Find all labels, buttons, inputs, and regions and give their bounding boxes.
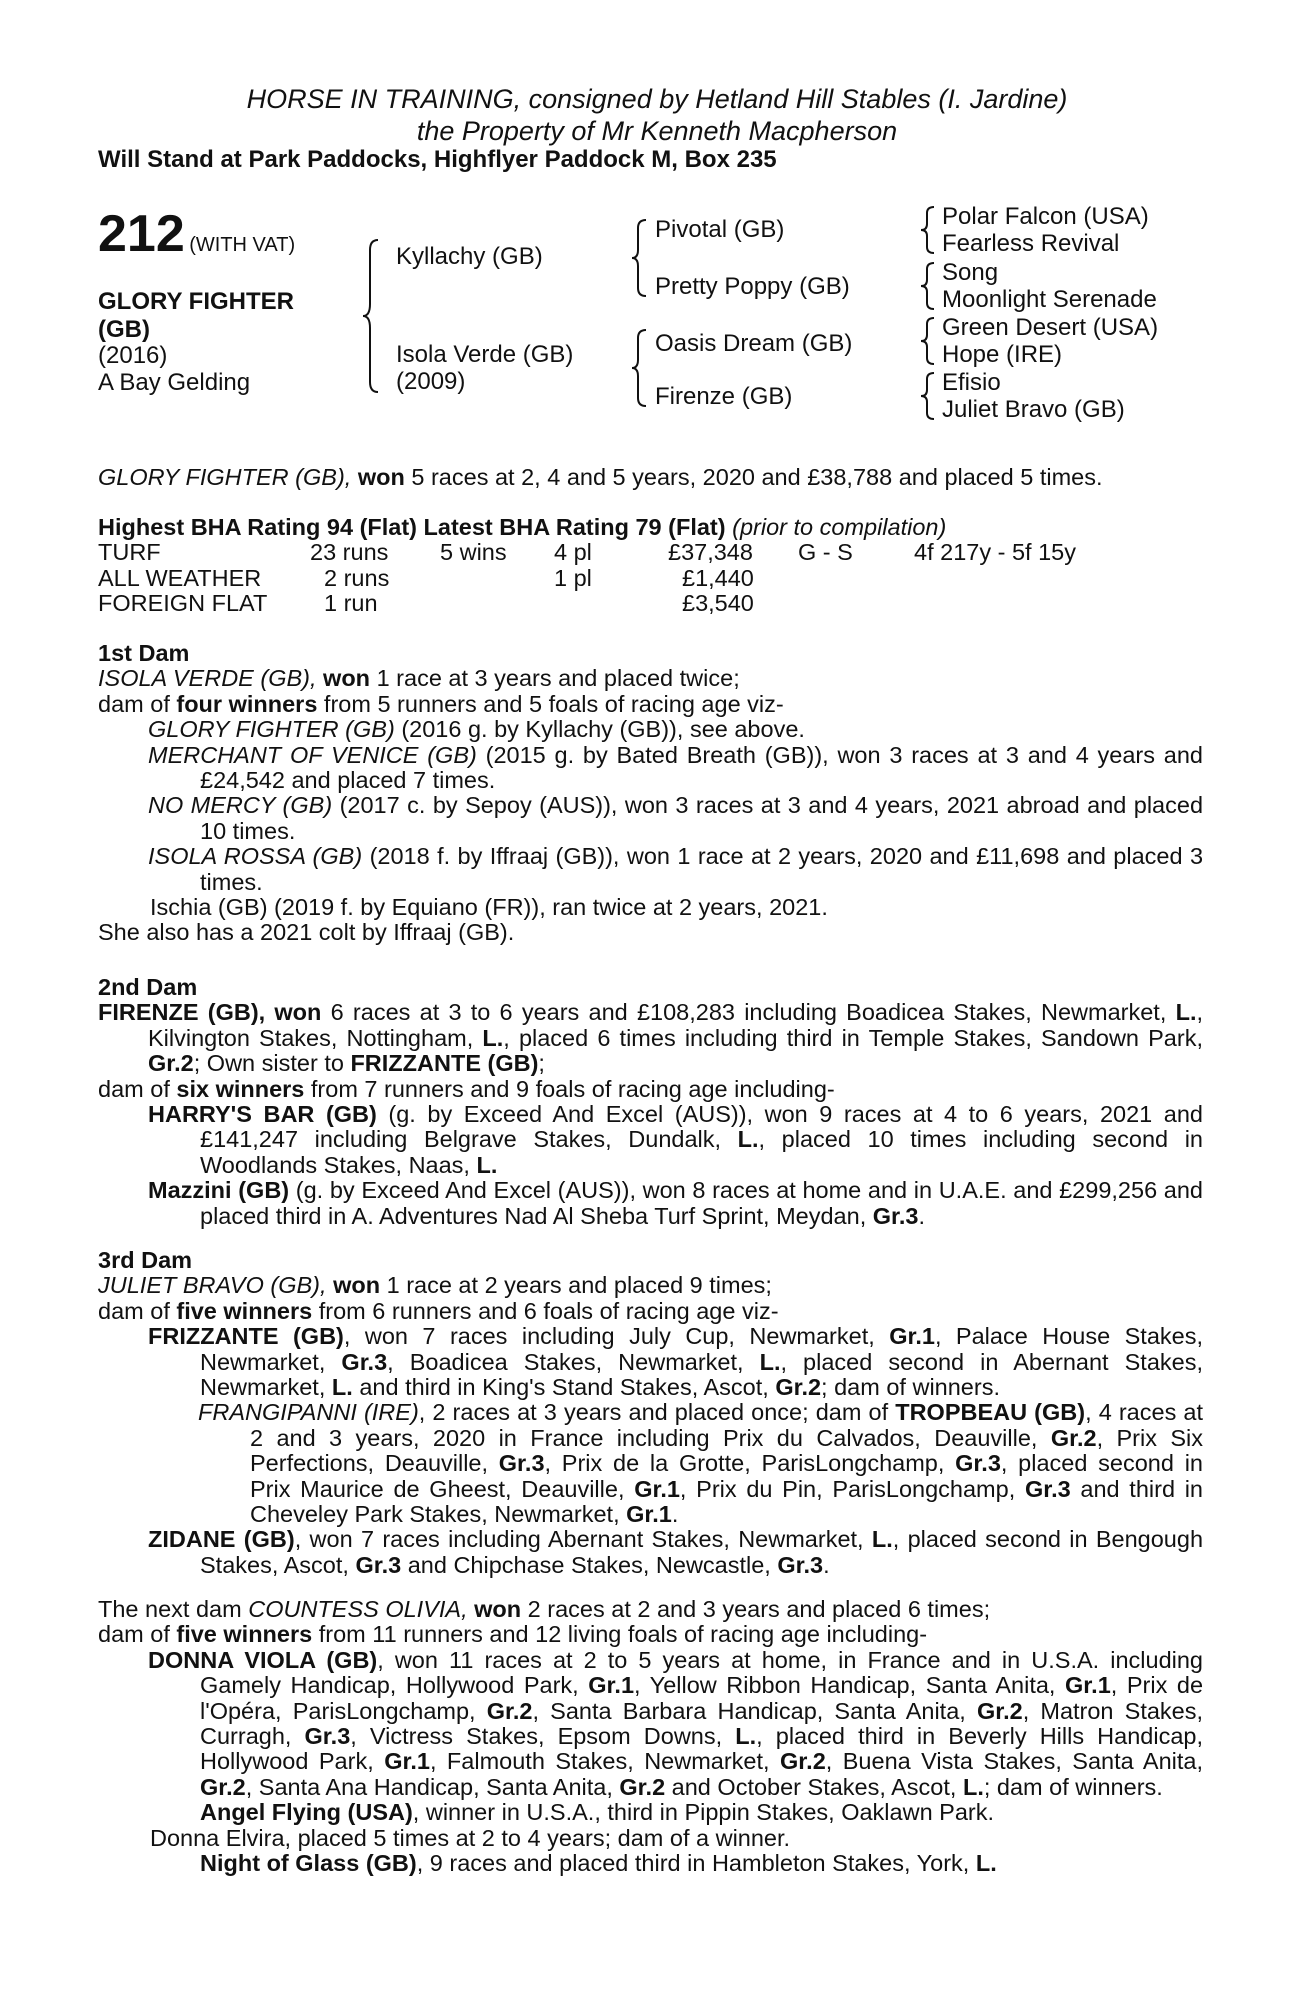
produce-name: NO MERCY (GB) [148,792,333,819]
text: , Boadicea Stakes, Newmarket, [387,1348,744,1375]
grade: L. [975,1850,997,1877]
pedigree-dam: Isola Verde (GB) [396,341,574,368]
pedigree-gen3-7: Efisio [942,369,1001,396]
text: , Prix de l'Opéra, ParisLongchamp, [200,1672,1204,1724]
dam-name: FIRENZE (GB), won [98,999,322,1026]
grade: Gr.3 [872,1202,919,1229]
produce-name: ZIDANE (GB) [148,1526,295,1553]
record-surface: TURF [98,539,161,565]
produce-record: (2017 c. by Sepoy (AUS)), won 3 races at 3 and 4 years, 2021 abroad and placed 10 times. [200,792,1204,844]
text: , placed third in Beverly Hills Handicap, Hollywood Park, [200,1723,1203,1775]
grade: Gr.2 [148,1050,194,1077]
text: from 6 runners and 6 foals of racing age viz- [318,1297,779,1324]
record-places: 1 pl [554,565,592,591]
dam-name: JULIET BRAVO (GB), [98,1272,327,1299]
record-distance: 4f 217y - 5f 15y [914,539,1076,565]
grade: L. [331,1374,353,1401]
third-dam-line [98,1273,1203,1298]
second-dam-line [98,1000,1203,1076]
text: and October Stakes, Ascot, [671,1773,957,1800]
text: , Yellow Ribbon Handicap, Santa Anita, [634,1672,1056,1699]
winners-count: four winners [176,690,318,717]
pedigree-gen2-1: Pivotal (GB) [655,216,785,243]
winners-count: six winners [176,1075,305,1102]
record-surface: FOREIGN FLAT [98,590,268,616]
grade: L. [759,1348,781,1375]
text: , Falmouth Stakes, Newmarket, [429,1748,770,1775]
record-going: G - S [798,539,853,565]
text: ; dam of winners. [983,1773,1163,1800]
text: , Santa Barbara Handicap, Santa Anita, [532,1697,966,1724]
pedigree-gen3-5: Green Desert (USA) [942,314,1159,341]
winners-count: five winners [176,1297,313,1324]
record-money: £37,348 [668,539,753,565]
summary-horse-name: GLORY FIGHTER (GB), [98,464,352,490]
dam-name: COUNTESS OLIVIA, [248,1596,468,1622]
won-label: won [323,665,371,692]
text: , placed 10 times including second in Woodlands Stakes, Naas, [200,1126,1203,1178]
grade: Gr.2 [619,1773,666,1800]
won-label: won [333,1272,381,1299]
text: (g. by Exceed And Excel (AUS)), won 8 races at home and in U.A.E. and £299,256 and placed third in A. Adventures Nad Al Sheba Turf Sprint, Meydan, [200,1177,1203,1229]
third-dam-produce-line [98,1299,1203,1324]
text: , Santa Ana Handicap, Santa Anita, [245,1773,613,1800]
pedigree-gen3-1: Polar Falcon (USA) [942,203,1149,230]
grade: Gr.2 [780,1748,826,1775]
text: from 5 runners and 5 foals of racing age viz- [323,690,784,717]
grade: Gr.3 [341,1348,388,1375]
grade: Gr.3 [304,1723,351,1750]
pedigree-gen3-2: Fearless Revival [942,230,1120,257]
pedigree-dam-year: (2009) [396,368,466,395]
pedigree-brace-2 [630,218,650,298]
dam-record: 1 race at 3 years and placed twice; [376,665,740,692]
text: , placed second in Prix Maurice de Gheest, Deauville, [250,1450,1203,1502]
text: , placed second in Bengough Stakes, Ascot, [200,1526,1204,1578]
text: 2 races at 2 and 3 years and placed 6 times; [527,1596,991,1622]
produce-name: Mazzini (GB) [148,1177,290,1204]
grade: Gr.1 [1065,1672,1111,1699]
first-dam-title: 1st Dam [98,640,190,666]
record-surface: ALL WEATHER [98,565,262,591]
second-dam-title: 2nd Dam [98,974,198,1000]
grade: Gr.3 [955,1450,1001,1477]
text: , Matron Stakes, Curragh, [200,1697,1204,1750]
produce-entry [98,743,1203,794]
produce-entry [98,1800,1203,1825]
next-dam-produce-line [98,1622,1203,1647]
pedigree-gen3-3: Song [942,259,999,286]
pedigree-gen2-2: Pretty Poppy (GB) [655,273,850,300]
grade: Gr.2 [200,1773,246,1800]
next-dam-line [98,1597,1203,1622]
sibling-name: FRIZZANTE (GB) [350,1050,539,1077]
grade: Gr.1 [626,1501,672,1528]
produce-entry [98,1851,1203,1876]
grade: Gr.1 [889,1323,935,1350]
produce-record: (2018 f. by Iffraaj (GB)), won 1 race at 2 years, 2020 and £11,698 and placed 3 times. [200,843,1204,895]
produce-name: GLORY FIGHTER (GB) [148,716,395,743]
grade: Gr.3 [355,1551,402,1578]
grade: L. [962,1773,984,1800]
grade: Gr.3 [1024,1475,1071,1502]
grade: L. [476,1151,498,1178]
grade: Gr.3 [498,1450,545,1477]
grade: Gr.1 [634,1475,680,1502]
produce-name: MERCHANT OF VENICE (GB) [148,741,477,768]
text: , placed 6 times including third in Temple Stakes, Sandown Park, [503,1024,1203,1051]
produce-entry [98,1102,1203,1178]
text: , Prix du Pin, ParisLongchamp, [679,1475,1016,1502]
produce-name: DONNA VIOLA (GB) [148,1646,378,1673]
grade: L. [482,1024,504,1051]
text: from 11 runners and 12 living foals of racing age including- [318,1621,928,1648]
record-runs: 2 runs [324,565,390,591]
summary-won: won [357,464,405,490]
produce-entry: Donna Elvira, placed 5 times at 2 to 4 years; dam of a winner. [150,1824,791,1851]
lot-number: 212 [98,205,185,263]
text: dam of [98,1075,170,1102]
produce-entry [98,793,1203,844]
pedigree-brace-5 [918,261,938,311]
text: ; Own sister to [193,1050,344,1077]
text: dam of [98,690,170,717]
next-dam-section [98,1597,1203,1876]
text: , 2 races at 3 years and placed once; dam of [418,1399,889,1426]
horse-description: A Bay Gelding [98,369,251,396]
text: , won 7 races including July Cup, Newmarket, [343,1323,875,1350]
grade: Gr.3 [777,1551,824,1578]
record-money: £1,440 [682,565,754,591]
grade: Gr.1 [588,1672,635,1699]
text: , Prix de la Grotte, ParisLongchamp, [544,1450,945,1477]
text: , won 7 races including Abernant Stakes, Newmarket, [294,1526,864,1553]
produce-entry [98,1648,1203,1800]
text: . [671,1501,679,1528]
dam-name: ISOLA VERDE (GB), [98,665,317,692]
text: dam of [98,1621,170,1648]
third-dam-section [98,1248,1203,1578]
text: and third in King's Stand Stakes, Ascot, [359,1374,769,1401]
text: , 4 races at 2 and 3 years, 2020 in France including Prix du Calvados, Deauville, [250,1399,1204,1451]
header-line-2: the Property of Mr Kenneth Macpherson [416,116,898,146]
produce-name: TROPBEAU (GB) [895,1399,1086,1426]
grade: Gr.1 [384,1748,430,1775]
winners-count: five winners [176,1621,313,1648]
text: , 9 races and placed third in Hambleton Stakes, York, [416,1850,970,1877]
text: dam of [98,1297,170,1324]
produce-entry [98,717,1203,742]
produce-entry [98,1324,1203,1400]
text: , winner in U.S.A., third in Pippin Stakes, Oaklawn Park. [412,1799,995,1826]
text: , won 11 races at 2 to 5 years at home, in France and in U.S.A. including Gamely Handicap, Hollywood Park, [200,1646,1203,1699]
header-line-1: HORSE IN TRAINING, consigned by Hetland Hill Stables (I. Jardine) [246,84,1068,114]
text: , Buena Vista Stakes, Santa Anita, [825,1748,1203,1775]
produce-name: Night of Glass (GB) [200,1850,417,1877]
grade: Gr.2 [486,1697,533,1724]
text: ; [538,1050,545,1077]
record-wins: 5 wins [440,539,507,565]
text: (g. by Exceed And Excel (AUS)), won 9 races at 4 to 6 years, 2021 and £141,247 including Belgrave Stakes, Dundalk, [200,1101,1203,1153]
produce-entry [98,1400,1203,1527]
grade: L. [737,1126,759,1153]
text: , Victress Stakes, Epsom Downs, [350,1723,723,1750]
grade: L. [1175,999,1197,1026]
produce-name: FRANGIPANNI (IRE) [198,1399,419,1426]
pedigree-brace-1 [360,238,384,394]
grade: L. [735,1723,757,1750]
horse-year: (2016) [98,342,168,369]
second-dam-section [98,975,1203,1229]
pedigree-gen2-3: Oasis Dream (GB) [655,330,853,357]
third-dam-title: 3rd Dam [98,1247,193,1273]
pedigree-sire: Kyllachy (GB) [396,243,543,270]
record-runs: 23 runs [310,539,389,565]
produce-entry [98,1527,1203,1578]
first-dam-line [98,666,1203,691]
first-dam-section [98,641,1203,946]
pedigree-brace-6 [918,316,938,366]
text: , Palace House Stakes, Newmarket, [200,1323,1203,1375]
produce-entry [98,1178,1203,1229]
text: The next dam [98,1596,242,1622]
pedigree-brace-3 [630,328,650,408]
pedigree-brace-4 [918,205,938,255]
grade: L. [871,1526,893,1553]
pedigree-gen2-4: Firenze (GB) [655,383,793,410]
text: 6 races at 3 to 6 years and £108,283 including Boadicea Stakes, Newmarket, [330,999,1167,1026]
vat-label: (WITH VAT) [189,234,296,256]
text: . [823,1551,830,1578]
text: , Kilvington Stakes, Nottingham, [148,999,1204,1051]
text: 1 race at 2 years and placed 9 times; [386,1272,772,1299]
produce-entry [98,844,1203,895]
text: from 7 runners and 9 foals of racing age including- [310,1075,835,1102]
race-summary [98,465,1103,490]
text: ; dam of winners. [821,1374,1000,1401]
rating-line [98,515,946,540]
rating-text: Highest BHA Rating 94 (Flat) Latest BHA Rating 79 (Flat) [98,514,726,540]
pedigree-brace-7 [918,371,938,421]
pedigree-gen3-6: Hope (IRE) [942,341,1063,368]
summary-text: 5 races at 2, 4 and 5 years, 2020 and £38,788 and placed 5 times. [411,464,1103,490]
lot-number-block [98,204,295,264]
horse-name: GLORY FIGHTER [98,288,295,315]
text: and third in Cheveley Park Stakes, Newmarket, [250,1475,1204,1528]
first-dam-produce-line [98,692,1203,717]
text: , placed second in Abernant Stakes, Newmarket, [200,1348,1203,1401]
produce-entry: Ischia (GB) (2019 f. by Equiano (FR)), ran twice at 2 years, 2021. [150,894,828,921]
grade: Gr.2 [976,1697,1023,1724]
produce-name: Angel Flying (USA) [200,1799,413,1826]
stand-location: Will Stand at Park Paddocks, Highflyer Paddock M, Box 235 [98,146,777,173]
horse-country: (GB) [98,316,150,343]
text: , Prix Six Perfections, Deauville, [250,1424,1203,1477]
record-runs: 1 run [324,590,378,616]
produce-note: She also has a 2021 colt by Iffraaj (GB). [98,919,515,946]
text: . [918,1202,926,1229]
produce-name: FRIZZANTE (GB) [148,1323,344,1350]
produce-name: HARRY'S BAR (GB) [148,1101,377,1128]
produce-name: ISOLA ROSSA (GB) [148,843,363,870]
rating-note: (prior to compilation) [732,514,947,540]
pedigree-gen3-8: Juliet Bravo (GB) [942,396,1125,423]
record-money: £3,540 [682,590,754,616]
grade: Gr.2 [1050,1424,1097,1451]
produce-record: (2015 g. by Bated Breath (GB)), won 3 races at 3 and 4 years and £24,542 and placed 7 times. [200,741,1204,794]
pedigree-gen3-4: Moonlight Serenade [942,286,1157,313]
grade: Gr.2 [775,1374,822,1401]
produce-record: (2016 g. by Kyllachy (GB)), see above. [401,716,805,743]
record-places: 4 pl [554,539,592,565]
won-label: won [474,1596,522,1622]
text: and Chipchase Stakes, Newcastle, [407,1551,771,1578]
second-dam-produce-line [98,1077,1203,1102]
